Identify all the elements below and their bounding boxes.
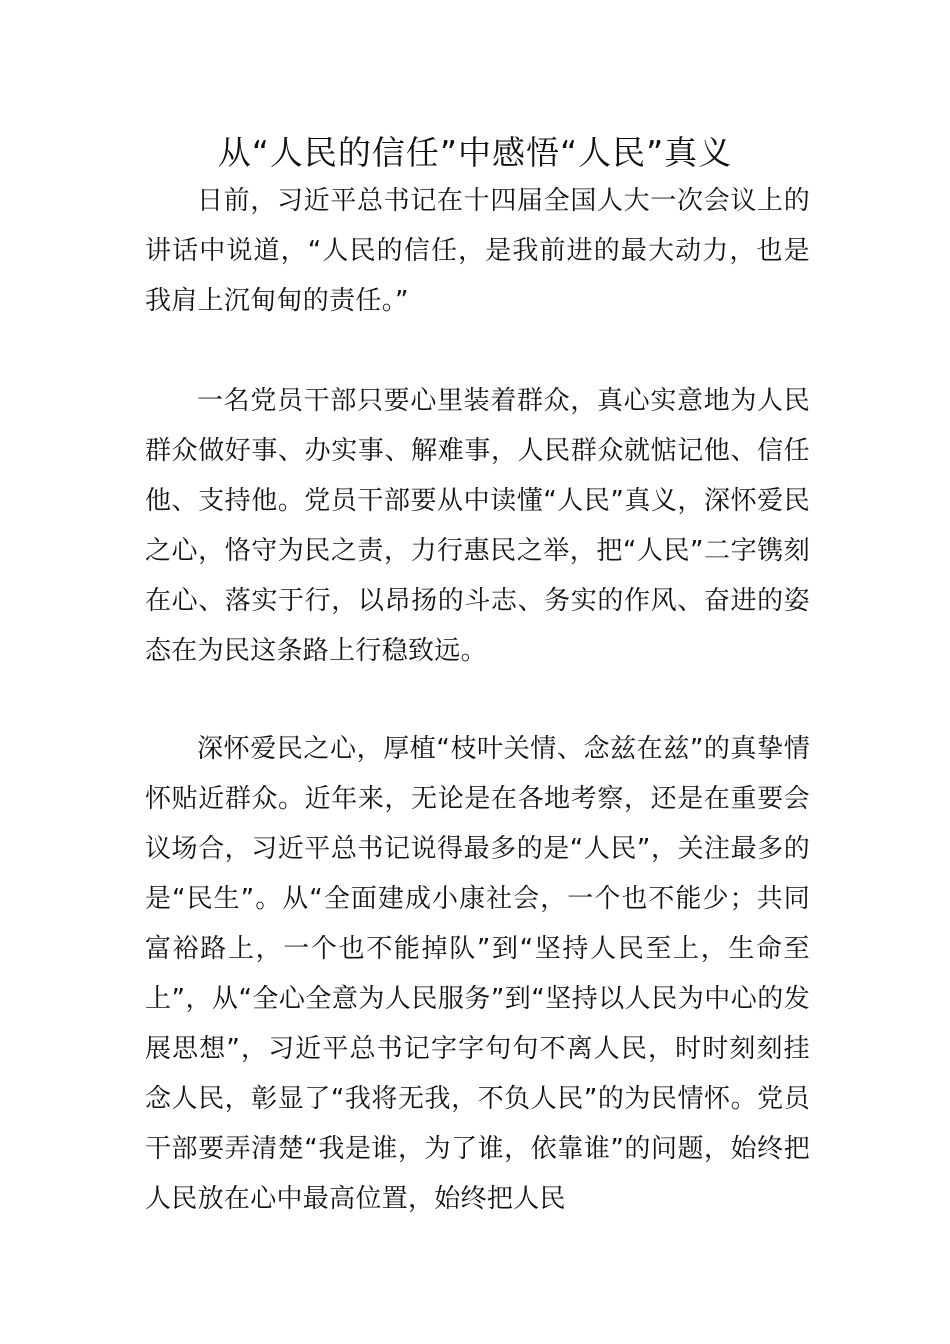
paragraph-party-members: 一名党员干部只要心里装着群众，真心实意地为人民群众做好事、办实事、解难事，人民群众就惦记他、信任他、支持他。党员干部要从中读懂“人民”真义，深怀爱民之心，恪守为民之责，力行惠民之举，把“人民”二字镌刻在心、落实于行，以昂扬的斗志、务实的作风、奋进的姿态在为民这条路上行稳致远。 [145, 386, 810, 666]
paragraph-intro: 日前，习近平总书记在十四届全国人大一次会议上的讲话中说道，“人民的信任，是我前进的最大动力，也是我肩上沉甸甸的责任。” [145, 186, 810, 316]
paragraph-love-for-people: 深怀爱民之心，厚植“枝叶关情、念兹在兹”的真挚情怀贴近群众。近年来，无论是在各地考察，还是在重要会议场合，习近平总书记说得最多的是“人民”，关注最多的是“民生”。从“全面建成小康社会，一个也不能少；共同富裕路上，一个也不能掉队”到“坚持人民至上，生命至上”，从“全心全意为人民服务”到“坚持以人民为中心的发展思想”，习近平总书记字字句句不离人民，时时刻刻挂念人民，彰显了“我将无我，不负人民”的为民情怀。党员干部要弄清楚“我是谁，为了谁，依靠谁”的问题，始终把人民放在心中最高位置，始终把人民 [145, 734, 810, 1214]
article-title: 从“人民的信任”中感悟“人民”真义 [217, 133, 733, 172]
